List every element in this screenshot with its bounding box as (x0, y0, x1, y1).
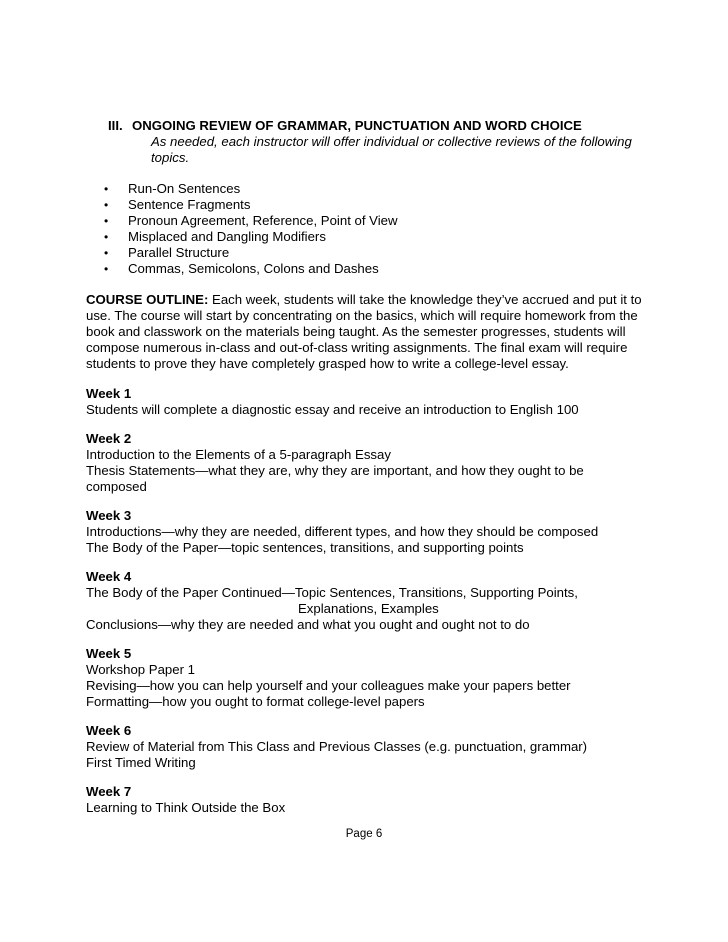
outline-line (86, 292, 646, 308)
outline-line: use. The course will start by concentrating on the basics, which will require homework from the (86, 308, 638, 323)
week-line: Explanations, Examples (298, 601, 439, 616)
list-item-text: Pronoun Agreement, Reference, Point of View (128, 213, 398, 228)
list-item (100, 197, 398, 213)
course-outline-paragraph (86, 292, 646, 372)
course-outline-label: COURSE OUTLINE: (86, 292, 209, 307)
bullet-icon: • (104, 182, 109, 196)
week-title: Week 2 (86, 431, 132, 446)
week-line: Introductions—why they are needed, different types, and how they should be composed (86, 524, 599, 539)
week-title: Week 1 (86, 386, 132, 401)
outline-line: book and classwork on the materials being taught. As the semester progresses, students will (86, 324, 626, 339)
week-line: Learning to Think Outside the Box (86, 800, 286, 815)
section-note-line: topics. (151, 150, 190, 165)
week-line: Thesis Statements—what they are, why they are important, and how they ought to be (86, 463, 584, 478)
list-item-text: Run-On Sentences (128, 181, 241, 196)
week-6-block (86, 723, 686, 771)
outline-line: students to prove they have completely grasped how to write a college-level essay. (86, 356, 569, 371)
section-title: ONGOING REVIEW OF GRAMMAR, PUNCTUATION AND WORD CHOICE (132, 118, 582, 133)
bullet-icon: • (104, 214, 109, 228)
week-line: composed (86, 479, 147, 494)
list-item (100, 245, 398, 261)
week-line: Formatting—how you ought to format college-level papers (86, 694, 425, 709)
list-item (100, 213, 398, 229)
week-line: Students will complete a diagnostic essay and receive an introduction to English 100 (86, 402, 579, 417)
list-item-text: Parallel Structure (128, 245, 230, 260)
outline-line: compose numerous in-class and out-of-class writing assignments. The final exam will require (86, 340, 628, 355)
week-3-block (86, 508, 686, 556)
list-item-text: Misplaced and Dangling Modifiers (128, 229, 326, 244)
week-line: Introduction to the Elements of a 5-paragraph Essay (86, 447, 391, 462)
week-5-block (86, 646, 686, 710)
list-item-text: Commas, Semicolons, Colons and Dashes (128, 261, 379, 276)
section-note-line: As needed, each instructor will offer individual or collective reviews of the following (151, 134, 632, 149)
week-title: Week 5 (86, 646, 132, 661)
week-title: Week 4 (86, 569, 132, 584)
section-number: III. (108, 118, 123, 133)
week-4-block (86, 569, 686, 633)
bullet-icon: • (104, 198, 109, 212)
week-7-block (86, 784, 686, 816)
week-line: Revising—how you can help yourself and your colleagues make your papers better (86, 678, 571, 693)
week-line: Conclusions—why they are needed and what you ought and ought not to do (86, 617, 530, 632)
week-line: Review of Material from This Class and Previous Classes (e.g. punctuation, grammar) (86, 739, 588, 754)
topic-bullet-list (100, 181, 398, 277)
list-item (100, 261, 398, 277)
week-line: Workshop Paper 1 (86, 662, 195, 677)
list-item (100, 229, 398, 245)
bullet-icon: • (104, 230, 109, 244)
list-item-text: Sentence Fragments (128, 197, 251, 212)
week-2-block (86, 431, 686, 495)
week-title: Week 3 (86, 508, 132, 523)
section-note (151, 134, 651, 166)
week-line: First Timed Writing (86, 755, 196, 770)
bullet-icon: • (104, 246, 109, 260)
page-number: Page 6 (345, 828, 383, 840)
section-heading (108, 118, 582, 134)
week-1-block (86, 386, 686, 418)
week-line: The Body of the Paper Continued—Topic Sentences, Transitions, Supporting Points, (86, 585, 578, 600)
week-title: Week 6 (86, 723, 132, 738)
list-item (100, 181, 398, 197)
outline-text: Each week, students will take the knowledge they’ve accrued and put it to (208, 292, 642, 307)
week-title: Week 7 (86, 784, 132, 799)
bullet-icon: • (104, 262, 109, 276)
week-line: The Body of the Paper—topic sentences, transitions, and supporting points (86, 540, 524, 555)
